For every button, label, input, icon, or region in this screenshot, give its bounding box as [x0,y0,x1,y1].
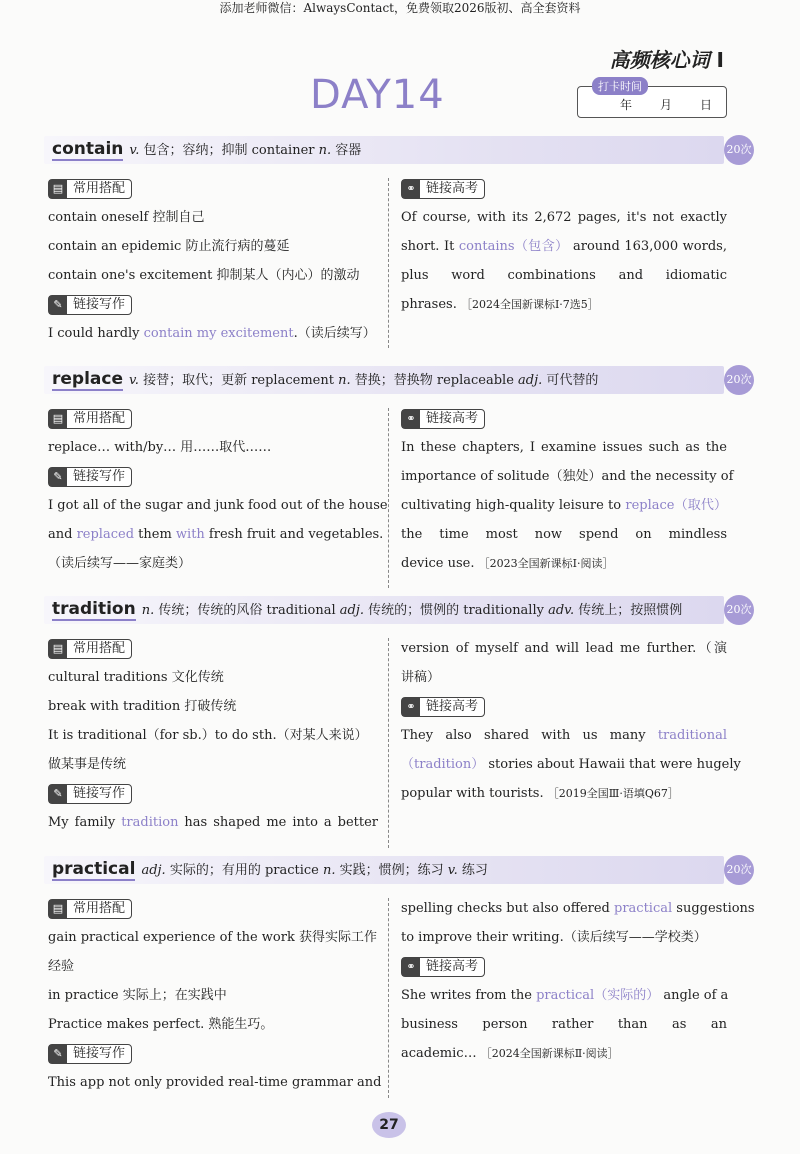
tag-collocations [48,179,132,199]
text-line [401,894,755,923]
highlight-text: traditional [657,728,727,743]
text-span: business person rather than as an [401,1017,727,1032]
tag-label: 链接高考 [426,699,479,714]
text-span: 替换；替换物 replaceable [350,373,519,388]
notebook-icon: ▤ [49,900,67,918]
left-column [48,174,378,348]
frequency-badge: 20次 [724,135,754,165]
text-span: around 163,000 words, [568,239,727,254]
text-span: cultivating high-quality leisure to [401,498,626,513]
text-span: She writes from the [401,988,537,1003]
highlight-text: （tradition） [401,757,485,772]
text-line [48,952,378,981]
text-span: 讲稿） [401,670,441,685]
text-span: importance of solitude（独处）and the necessity of [401,469,734,484]
exam-source: ［2024全国新课标Ⅰ·7选5］ [460,298,599,311]
section-heading: 高频核心词 I [609,48,724,72]
text-line [48,663,378,692]
text-line [48,721,378,750]
notebook-icon: ▤ [49,180,67,198]
text-line [401,261,727,290]
part-of-speech: adj. [518,373,543,388]
text-span: 实践；惯例；练习 [335,863,448,878]
tag-exam [401,179,485,199]
tag-exam [401,409,485,429]
link-icon: ⚭ [402,410,420,428]
tag-writing [48,295,132,315]
frequency-badge: 20次 [724,855,754,885]
tag-collocations [48,639,132,659]
checkin-label: 打卡时间 [592,77,648,95]
definition-line [52,859,488,879]
part-of-speech: v. [129,143,140,158]
text-line [401,491,727,520]
text-line [401,1010,727,1039]
pencil-icon: ✎ [49,1045,67,1063]
text-span: spelling checks but also offered [401,901,615,916]
text-span: has shaped me into a better [178,815,379,830]
definition-line [52,599,682,619]
right-column [401,634,741,808]
text-span: 接替；取代；更新 replacement [138,373,339,388]
left-column [48,404,388,578]
text-span: plus word combinations and idiomatic [401,268,727,283]
tag-label: 链接写作 [73,786,126,801]
tag-label: 常用搭配 [73,641,126,656]
tag-label: 常用搭配 [73,181,126,196]
text-span: them [134,527,176,542]
text-line [401,981,727,1010]
tag-label: 链接高考 [426,959,479,974]
text-line [401,923,727,952]
text-span: 传统的；惯例的 traditionally [364,603,549,618]
highlight-text: tradition [121,815,179,830]
part-of-speech: adv. [548,603,575,618]
text-line [48,520,384,549]
text-line [48,1010,378,1039]
highlight-text: practical（实际的） [536,988,660,1003]
text-span: contain one's excitement 抑制某人（内心）的激动 [48,268,360,283]
text-line [401,549,727,578]
text-line [401,634,727,663]
promo-note: 添加老师微信：AlwaysContact，免费领取2026版初、高全套资料 [219,1,581,15]
column-divider [388,638,389,848]
text-span: to improve their writing.（读后续写——学校类） [401,930,707,945]
text-span: the time most now spend on mindless [401,527,727,542]
text-span: Practice makes perfect. 熟能生巧。 [48,1017,274,1032]
tag-label: 链接高考 [426,411,479,426]
text-span: cultural traditions 文化传统 [48,670,224,685]
text-line [401,721,727,750]
text-span: suggestions [672,901,755,916]
text-line [48,433,378,462]
text-line [401,462,734,491]
text-span: device use. [401,556,479,571]
column-divider [388,178,389,348]
tag-writing [48,784,132,804]
checkin-box [577,80,727,118]
part-of-speech: n. [318,143,332,158]
frequency-badge: 20次 [724,365,754,395]
right-column [401,404,734,578]
text-line [401,232,727,261]
text-line [401,203,727,232]
column-divider [388,898,389,1098]
text-line [48,808,378,837]
text-span: They also shared with us many [401,728,658,743]
part-of-speech: v. [447,863,458,878]
exam-source: ［2023全国新课标Ⅰ·阅读］ [478,557,614,570]
text-span: This app not only provided real-time grammar and [48,1075,382,1090]
tag-label: 常用搭配 [73,411,126,426]
text-span: 容器 [331,143,362,158]
text-span: angle of a [659,988,729,1003]
part-of-speech: v. [129,373,139,388]
text-line [48,750,378,779]
headword: tradition [52,599,136,619]
highlight-text: replaced [76,527,135,542]
headword: practical [52,859,136,879]
text-span: I got all of the sugar and junk food out of the house [48,498,388,513]
text-span: 可代替的 [542,373,599,388]
text-span: In these chapters, I examine issues such as the [401,440,727,455]
text-line [401,1039,727,1068]
text-line [401,433,727,462]
tag-label: 常用搭配 [73,901,126,916]
text-line [48,692,378,721]
text-span: 实际的；有用的 practice [165,863,324,878]
text-span: stories about Hawaii that were hugely [484,757,741,772]
text-span: 经验 [48,959,75,974]
tag-label: 链接高考 [426,181,479,196]
checkin-month: 月 [660,98,673,112]
headword: replace [52,369,123,389]
text-span: contain oneself 控制自己 [48,210,205,225]
text-span: popular with tourists. [401,786,548,801]
tag-label: 链接写作 [73,1046,126,1061]
checkin-year: 年 [620,98,633,112]
text-line [48,319,378,348]
headword-band [44,856,724,884]
text-span: 传统；传统的风俗 traditional [154,603,340,618]
text-span: .（读后续写） [293,326,376,341]
tag-writing [48,1044,132,1064]
tag-collocations [48,899,132,919]
definition-line [52,369,598,389]
part-of-speech: n. [323,863,336,878]
tag-label: 链接写作 [73,297,126,312]
tag-writing [48,467,132,487]
text-span: It is traditional（for sb.）to do sth.（对某人来说） [48,728,368,743]
text-span: Of course, with its 2,672 pages, it's not exactly [401,210,727,225]
text-line [401,779,727,808]
highlight-text: replace（取代） [625,498,727,513]
column-divider [388,408,389,588]
text-span: version of myself and will lead me further.（演 [401,641,727,656]
pencil-icon: ✎ [49,468,67,486]
text-span: phrases. [401,297,461,312]
text-line [48,981,378,1010]
right-column [401,894,755,1068]
text-line [48,923,378,952]
part-of-speech: adj. [339,603,365,618]
highlight-text: contains（包含） [458,239,569,254]
part-of-speech: n. [338,373,351,388]
text-line [48,491,388,520]
tag-label: 链接写作 [73,469,126,484]
text-line [401,663,727,692]
left-column [48,634,378,837]
text-line [401,290,727,319]
highlight-text: contain my excitement [143,326,294,341]
text-line [401,750,741,779]
exam-source: ［2024全国新课标Ⅱ·阅读］ [480,1047,619,1060]
pencil-icon: ✎ [49,785,67,803]
text-span: 练习 [457,863,488,878]
highlight-text: with [175,527,205,542]
right-column [401,174,727,319]
notebook-icon: ▤ [49,640,67,658]
text-span: 做某事是传统 [48,757,127,772]
text-span: academic… [401,1046,481,1061]
link-icon: ⚭ [402,180,420,198]
text-span: 包含；容纳；抑制 container [139,143,319,158]
checkin-day: 日 [700,98,713,112]
page-number: 27 [372,1112,406,1138]
link-icon: ⚭ [402,698,420,716]
text-span: and [48,527,77,542]
pencil-icon: ✎ [49,296,67,314]
text-line [401,520,727,549]
definition-line [52,139,361,159]
text-line [48,261,378,290]
text-span: in practice 实际上；在实践中 [48,988,227,1003]
link-icon: ⚭ [402,958,420,976]
text-span: （读后续写——家庭类） [48,556,192,571]
tag-exam [401,697,485,717]
text-span: gain practical experience of the work 获得实际工作 [48,930,377,945]
day-title: DAY14 [310,72,445,118]
text-line [48,203,378,232]
notebook-icon: ▤ [49,410,67,428]
text-span: My family [48,815,122,830]
text-line [48,1068,382,1097]
left-column [48,894,382,1097]
headword: contain [52,139,124,159]
text-line [48,232,378,261]
text-span: short. It [401,239,459,254]
text-span: 传统上；按照惯例 [574,603,683,618]
highlight-text: practical [614,901,673,916]
text-span: replace… with/by… 用……取代…… [48,440,272,455]
text-span: fresh fruit and vegetables. [204,527,384,542]
text-line [48,549,378,578]
text-span: break with tradition 打破传统 [48,699,237,714]
headword-band [44,366,724,394]
text-span: I could hardly [48,326,144,341]
headword-band [44,596,724,624]
part-of-speech: n. [141,603,155,618]
tag-exam [401,957,485,977]
text-span: contain an epidemic 防止流行病的蔓延 [48,239,290,254]
exam-source: ［2019全国Ⅲ·语填Q67］ [547,787,679,800]
frequency-badge: 20次 [724,595,754,625]
headword-band [44,136,724,164]
part-of-speech: adj. [141,863,166,878]
tag-collocations [48,409,132,429]
